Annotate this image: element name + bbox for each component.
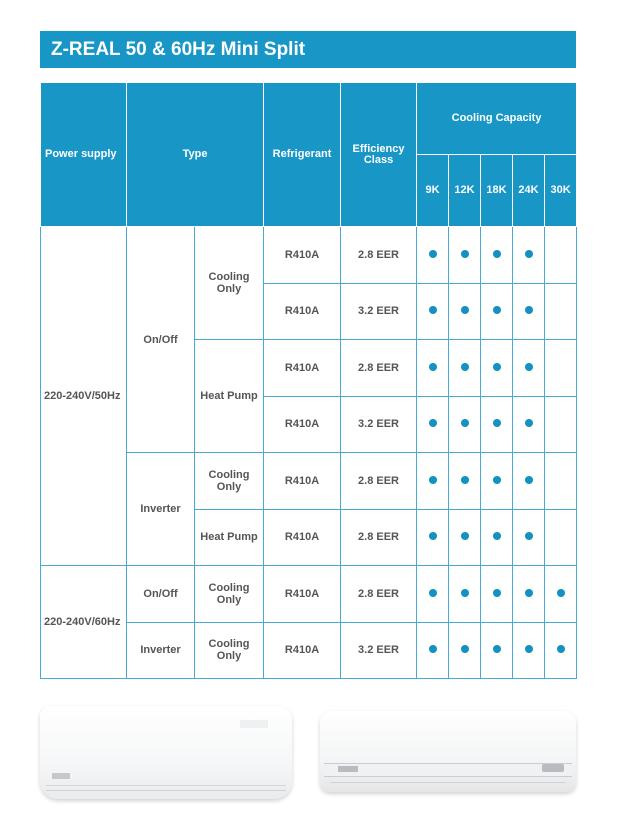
- available-dot-icon: [525, 645, 533, 653]
- ac-front-band: [324, 763, 572, 777]
- type-cell: Cooling Only: [195, 227, 264, 340]
- header-efficiency-line1: Efficiency: [352, 142, 405, 155]
- capacity-cell-30k: [545, 283, 577, 340]
- refrigerant-cell: R410A: [264, 283, 341, 340]
- available-dot-icon: [557, 645, 565, 653]
- mode-cell: On/Off: [127, 566, 195, 623]
- capacity-cell-9k: [417, 340, 449, 397]
- available-dot-icon: [429, 532, 437, 540]
- available-dot-icon: [525, 363, 533, 371]
- capacity-cell-18k: [481, 227, 513, 284]
- available-dot-icon: [525, 532, 533, 540]
- header-capacity-30k: 30K: [545, 155, 577, 227]
- available-dot-icon: [557, 589, 565, 597]
- header-power-supply: Power supply: [41, 83, 127, 227]
- capacity-cell-30k: [545, 340, 577, 397]
- type-cell: Cooling Only: [195, 622, 264, 679]
- capacity-cell-24k: [513, 340, 545, 397]
- capacity-cell-9k: [417, 396, 449, 453]
- capacity-cell-12k: [449, 283, 481, 340]
- efficiency-cell: 2.8 EER: [341, 453, 417, 510]
- available-dot-icon: [461, 645, 469, 653]
- available-dot-icon: [429, 419, 437, 427]
- available-dot-icon: [493, 363, 501, 371]
- capacity-cell-30k: [545, 622, 577, 679]
- capacity-cell-9k: [417, 227, 449, 284]
- available-dot-icon: [525, 476, 533, 484]
- available-dot-icon: [429, 645, 437, 653]
- capacity-cell-12k: [449, 340, 481, 397]
- capacity-cell-12k: [449, 509, 481, 566]
- available-dot-icon: [429, 589, 437, 597]
- type-cell: Heat Pump: [195, 340, 264, 453]
- header-type: Type: [127, 83, 264, 227]
- ac-vent: [330, 782, 566, 788]
- capacity-cell-12k: [449, 566, 481, 623]
- mode-cell: On/Off: [127, 227, 195, 453]
- available-dot-icon: [461, 589, 469, 597]
- capacity-cell-9k: [417, 509, 449, 566]
- capacity-cell-18k: [481, 566, 513, 623]
- refrigerant-cell: R410A: [264, 453, 341, 510]
- available-dot-icon: [525, 306, 533, 314]
- page-title: Z-REAL 50 & 60Hz Mini Split: [40, 31, 576, 68]
- refrigerant-cell: R410A: [264, 340, 341, 397]
- header-refrigerant: Refrigerant: [264, 83, 341, 227]
- capacity-cell-30k: [545, 227, 577, 284]
- capacity-cell-18k: [481, 509, 513, 566]
- efficiency-cell: 2.8 EER: [341, 566, 417, 623]
- header-capacity-12k: 12K: [449, 155, 481, 227]
- capacity-cell-18k: [481, 396, 513, 453]
- type-cell: Heat Pump: [195, 509, 264, 566]
- capacity-cell-9k: [417, 283, 449, 340]
- header-cooling-capacity: Cooling Capacity: [417, 83, 577, 155]
- available-dot-icon: [525, 589, 533, 597]
- capacity-cell-12k: [449, 453, 481, 510]
- efficiency-cell: 2.8 EER: [341, 227, 417, 284]
- available-dot-icon: [461, 306, 469, 314]
- capacity-cell-30k: [545, 566, 577, 623]
- capacity-cell-24k: [513, 227, 545, 284]
- available-dot-icon: [493, 476, 501, 484]
- available-dot-icon: [461, 419, 469, 427]
- type-cell: Cooling Only: [195, 566, 264, 623]
- available-dot-icon: [429, 363, 437, 371]
- brand-logo-icon: [52, 773, 70, 779]
- capacity-cell-24k: [513, 566, 545, 623]
- available-dot-icon: [493, 532, 501, 540]
- efficiency-cell: 3.2 EER: [341, 283, 417, 340]
- available-dot-icon: [493, 419, 501, 427]
- refrigerant-cell: R410A: [264, 227, 341, 284]
- refrigerant-cell: R410A: [264, 509, 341, 566]
- capacity-cell-18k: [481, 340, 513, 397]
- power-supply-cell: 220-240V/50Hz: [41, 227, 127, 566]
- efficiency-cell: 2.8 EER: [341, 340, 417, 397]
- capacity-cell-24k: [513, 396, 545, 453]
- spec-table: [40, 82, 577, 679]
- refrigerant-cell: R410A: [264, 622, 341, 679]
- available-dot-icon: [525, 419, 533, 427]
- capacity-cell-9k: [417, 453, 449, 510]
- ac-unit-image-right: [320, 711, 576, 792]
- ac-vent: [46, 785, 286, 791]
- header-efficiency-class: [341, 83, 417, 227]
- capacity-cell-24k: [513, 283, 545, 340]
- capacity-cell-12k: [449, 227, 481, 284]
- table-row: [41, 566, 577, 623]
- mode-cell: Inverter: [127, 453, 195, 566]
- available-dot-icon: [493, 589, 501, 597]
- capacity-cell-9k: [417, 566, 449, 623]
- efficiency-cell: 2.8 EER: [341, 509, 417, 566]
- capacity-cell-18k: [481, 453, 513, 510]
- header-capacity-18k: 18K: [481, 155, 513, 227]
- ac-unit-image-left: [40, 706, 292, 799]
- available-dot-icon: [525, 250, 533, 258]
- available-dot-icon: [461, 250, 469, 258]
- efficiency-cell: 3.2 EER: [341, 622, 417, 679]
- available-dot-icon: [429, 476, 437, 484]
- refrigerant-cell: R410A: [264, 566, 341, 623]
- capacity-cell-30k: [545, 509, 577, 566]
- type-cell: Cooling Only: [195, 453, 264, 510]
- capacity-cell-24k: [513, 509, 545, 566]
- header-efficiency-line2: Class: [363, 153, 394, 166]
- ac-display-panel: [240, 720, 268, 728]
- capacity-cell-24k: [513, 622, 545, 679]
- capacity-cell-12k: [449, 396, 481, 453]
- header-capacity-9k: 9K: [417, 155, 449, 227]
- available-dot-icon: [429, 306, 437, 314]
- capacity-cell-30k: [545, 453, 577, 510]
- available-dot-icon: [461, 532, 469, 540]
- brand-logo-icon: [338, 766, 358, 772]
- capacity-cell-18k: [481, 283, 513, 340]
- capacity-cell-12k: [449, 622, 481, 679]
- header-capacity-24k: 24K: [513, 155, 545, 227]
- mode-cell: Inverter: [127, 622, 195, 679]
- refrigerant-cell: R410A: [264, 396, 341, 453]
- available-dot-icon: [429, 250, 437, 258]
- capacity-cell-9k: [417, 622, 449, 679]
- available-dot-icon: [493, 250, 501, 258]
- available-dot-icon: [493, 645, 501, 653]
- efficiency-cell: 3.2 EER: [341, 396, 417, 453]
- available-dot-icon: [493, 306, 501, 314]
- capacity-cell-18k: [481, 622, 513, 679]
- available-dot-icon: [461, 476, 469, 484]
- available-dot-icon: [461, 363, 469, 371]
- table-row: [41, 227, 577, 284]
- capacity-cell-30k: [545, 396, 577, 453]
- power-supply-cell: 220-240V/60Hz: [41, 566, 127, 679]
- inverter-badge-icon: [542, 764, 564, 772]
- capacity-cell-24k: [513, 453, 545, 510]
